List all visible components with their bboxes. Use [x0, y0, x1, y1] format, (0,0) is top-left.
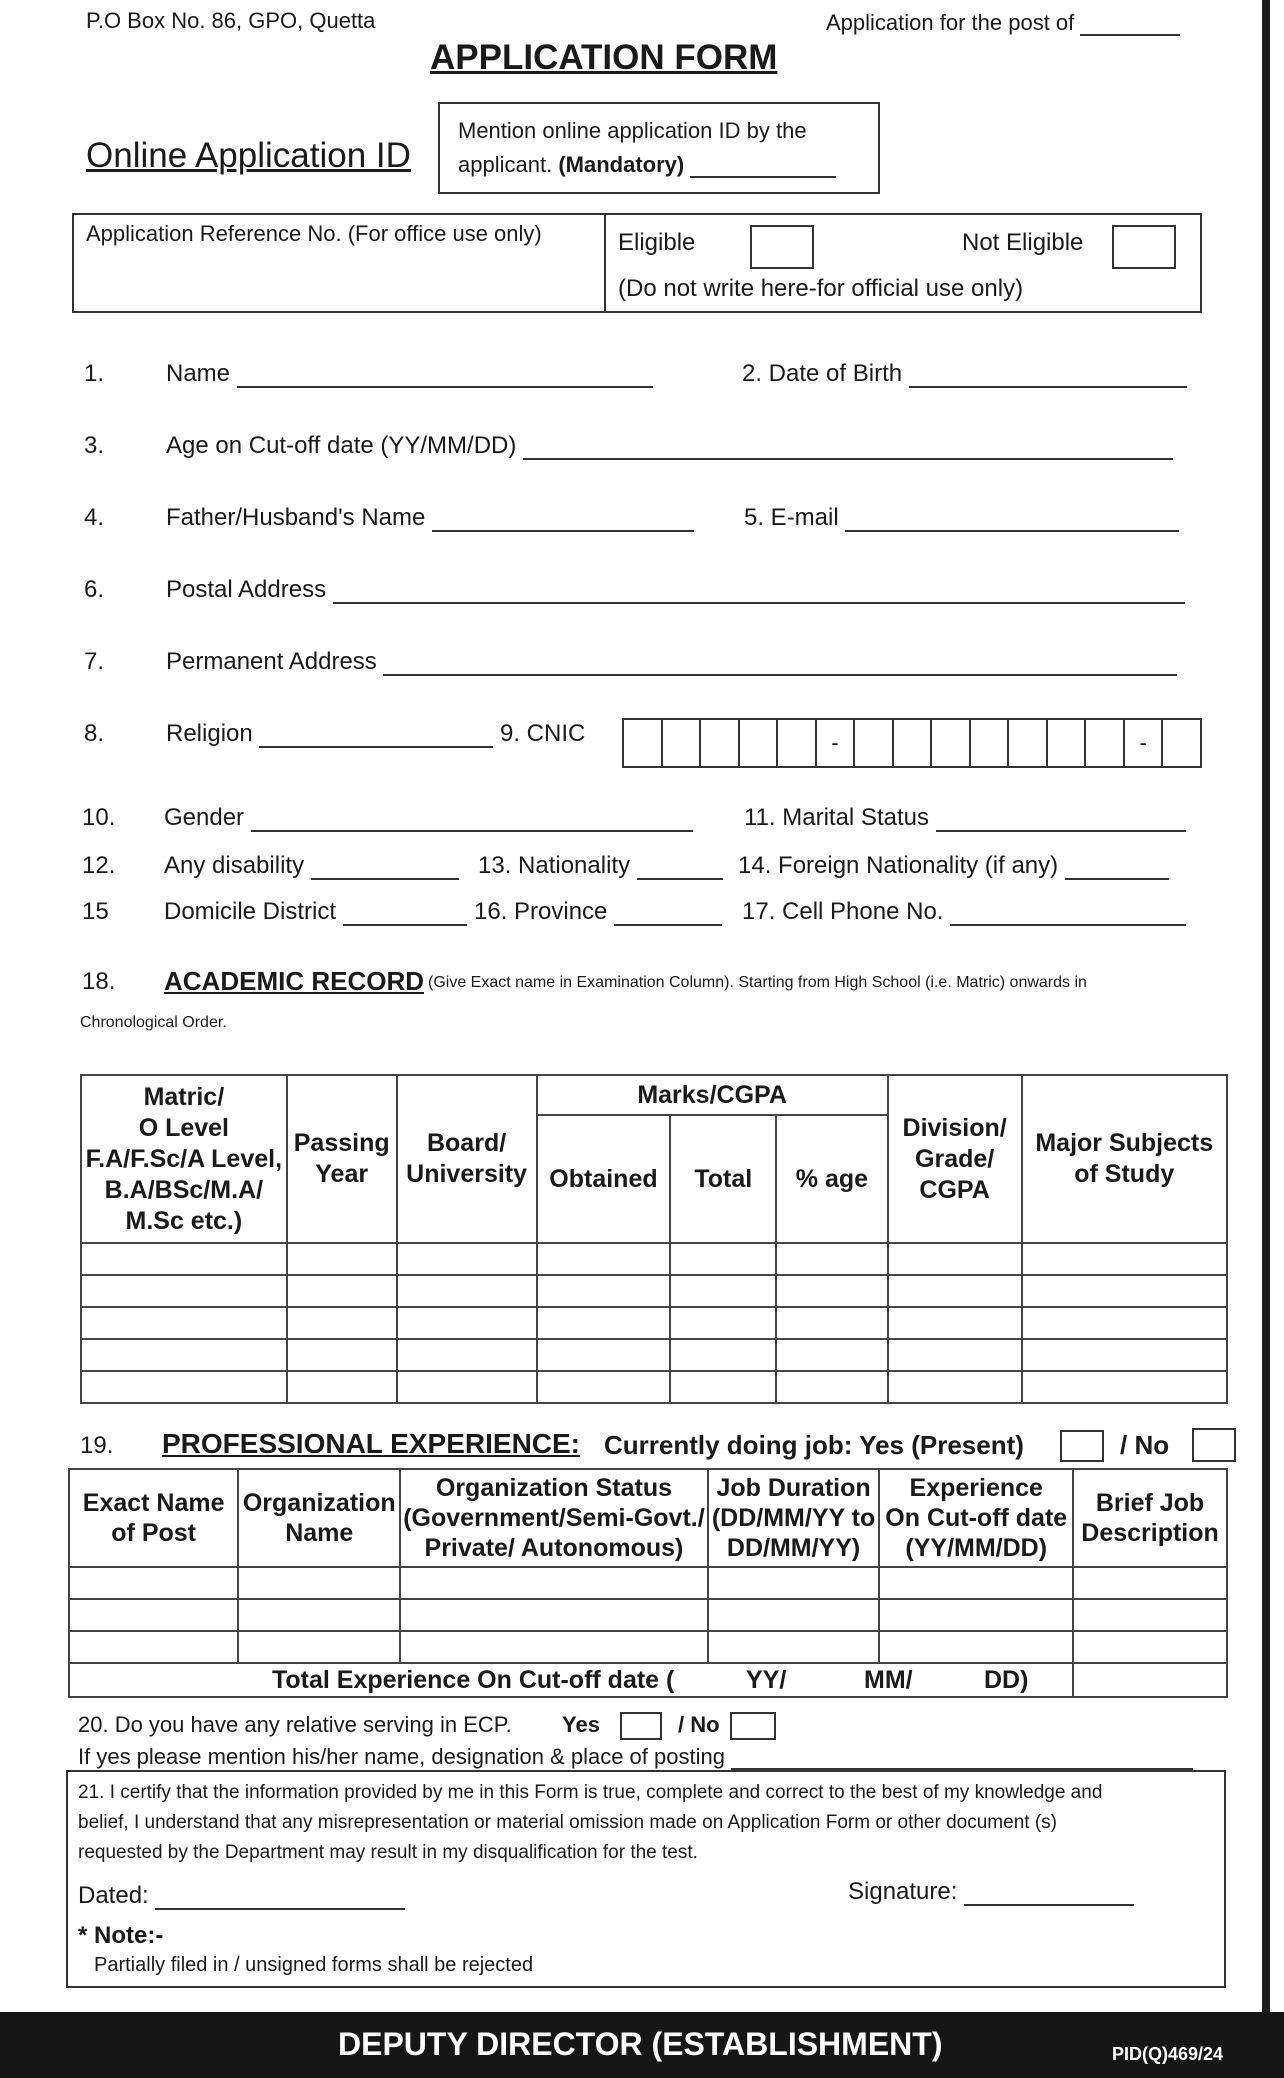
- cnic-digit-box[interactable]: [892, 720, 931, 766]
- header-org-line-1: Organization: [242, 1489, 396, 1517]
- academic-record-cell[interactable]: [81, 1339, 287, 1371]
- header-duration-line-3: DD/MM/YY): [726, 1534, 861, 1562]
- total-experience-dd: DD): [984, 1666, 1029, 1694]
- header-board-line-2: University: [406, 1160, 528, 1188]
- age-line[interactable]: [523, 458, 1173, 460]
- online-id-field[interactable]: [458, 152, 836, 178]
- province-line[interactable]: [614, 924, 722, 926]
- religion-label: Religion: [166, 720, 253, 747]
- marital-status-line[interactable]: [936, 830, 1186, 832]
- header-obtained: Obtained: [537, 1115, 671, 1243]
- permanent-address-field[interactable]: [166, 648, 1177, 676]
- header-board-line-1: Board/: [426, 1129, 507, 1157]
- experience-cell[interactable]: [1073, 1567, 1227, 1599]
- header-duration-line-2: (DD/MM/YY to: [711, 1504, 876, 1532]
- academic-record-cell[interactable]: [776, 1307, 888, 1339]
- header-year-line-1: Passing: [293, 1129, 390, 1157]
- date-of-birth-field[interactable]: [742, 360, 1187, 388]
- post-applied-field[interactable]: [826, 10, 1180, 36]
- academic-record-cell[interactable]: [1022, 1275, 1227, 1307]
- note-text: Partially filed in / unsigned forms shall be rejected: [94, 1954, 534, 1976]
- academic-record-cell[interactable]: [81, 1275, 287, 1307]
- signature-label: Signature:: [848, 1878, 958, 1905]
- academic-record-row: [81, 1275, 1227, 1307]
- email-field[interactable]: [744, 504, 1179, 532]
- field-number-6: 6.: [84, 576, 105, 603]
- permanent-address-line[interactable]: [383, 674, 1177, 676]
- header-major-line-1: Major Subjects: [1035, 1129, 1214, 1157]
- header-experience-cutoff: [879, 1469, 1073, 1567]
- religion-line[interactable]: [259, 746, 493, 748]
- relative-yes-checkbox[interactable]: [620, 1712, 662, 1740]
- cell-phone-line[interactable]: [950, 924, 1186, 926]
- academic-record-cell[interactable]: [776, 1243, 888, 1275]
- experience-cell[interactable]: [708, 1631, 880, 1663]
- office-box-divider: [604, 215, 606, 311]
- header-year-line-2: Year: [315, 1160, 369, 1188]
- experience-cell[interactable]: [69, 1599, 238, 1631]
- online-id-instruction: Mention online application ID by the: [458, 118, 807, 143]
- foreign-nationality-field[interactable]: [738, 852, 1169, 880]
- total-experience-blank-cell: [1073, 1663, 1227, 1697]
- age-field[interactable]: [166, 432, 1173, 460]
- academic-record-cell[interactable]: [537, 1243, 671, 1275]
- experience-cell[interactable]: [400, 1631, 707, 1663]
- header-marks-cgpa: Marks/CGPA: [537, 1075, 888, 1115]
- header-total: Total: [670, 1115, 776, 1243]
- dated-line[interactable]: [155, 1908, 405, 1910]
- academic-record-cell[interactable]: [537, 1371, 671, 1403]
- academic-record-cell[interactable]: [888, 1371, 1022, 1403]
- header-division-line-3: CGPA: [919, 1175, 990, 1204]
- email-label: 5. E-mail: [744, 504, 839, 531]
- field-number-1: 1.: [84, 360, 105, 387]
- name-label: Name: [166, 360, 231, 387]
- cnic-digit-box[interactable]: [853, 720, 892, 766]
- header-examination: [81, 1075, 287, 1243]
- header-post-line-1: Exact Name: [82, 1489, 225, 1517]
- declaration-line-3: requested by the Department may result in my disqualification for the test.: [78, 1842, 698, 1863]
- academic-record-cell[interactable]: [670, 1307, 776, 1339]
- cnic-dash: -: [815, 720, 854, 766]
- relative-details-field[interactable]: [78, 1744, 1193, 1770]
- academic-record-cell[interactable]: [888, 1307, 1022, 1339]
- experience-cell[interactable]: [708, 1599, 880, 1631]
- cnic-label: 9. CNIC: [500, 720, 586, 747]
- declaration-line-2: belief, I understand that any misrepresentation or material omission made on Application Form or other document (s): [78, 1812, 1057, 1833]
- total-experience-label: Total Experience On Cut-off date (: [272, 1666, 675, 1694]
- nationality-field[interactable]: [478, 852, 723, 880]
- postal-address-line[interactable]: [333, 602, 1185, 604]
- academic-record-cell[interactable]: [537, 1339, 671, 1371]
- field-number-10: 10.: [82, 804, 116, 831]
- experience-cell[interactable]: [1073, 1631, 1227, 1663]
- note-box: [66, 1914, 1226, 1988]
- domicile-district-line[interactable]: [343, 924, 467, 926]
- academic-record-row: [81, 1339, 1227, 1371]
- academic-record-cell[interactable]: [670, 1243, 776, 1275]
- header-major-line-2: of Study: [1074, 1160, 1175, 1188]
- online-application-id-label: Online Application ID: [86, 136, 411, 175]
- currently-job-no-checkbox[interactable]: [1192, 1428, 1236, 1462]
- online-id-box: [438, 102, 880, 194]
- not-eligible-label: Not Eligible: [962, 229, 1084, 256]
- field-number-19: 19.: [80, 1432, 114, 1459]
- currently-job-no-label: / No: [1120, 1430, 1170, 1460]
- academic-record-cell[interactable]: [287, 1371, 397, 1403]
- footer-title: DEPUTY DIRECTOR (ESTABLISHMENT): [338, 2026, 943, 2062]
- header-exam-line-1: Matric/: [143, 1082, 225, 1111]
- header-experience-line-3: (YY/MM/DD): [905, 1534, 1048, 1562]
- academic-record-cell[interactable]: [670, 1339, 776, 1371]
- experience-cell[interactable]: [879, 1599, 1073, 1631]
- postal-address-label: Postal Address: [166, 576, 327, 603]
- not-eligible-checkbox[interactable]: [1112, 225, 1176, 269]
- professional-experience-title: PROFESSIONAL EXPERIENCE:: [162, 1428, 581, 1459]
- currently-doing-job-label: Currently doing job: Yes (Present): [604, 1430, 1024, 1460]
- cnic-digit-box[interactable]: [1084, 720, 1123, 766]
- total-experience-row: [69, 1663, 1227, 1697]
- po-box-address: P.O Box No. 86, GPO, Quetta: [86, 8, 376, 33]
- foreign-nationality-label: 14. Foreign Nationality (if any): [738, 852, 1059, 879]
- cell-phone-label: 17. Cell Phone No.: [742, 898, 944, 925]
- academic-record-table: [80, 1074, 1228, 1404]
- academic-record-row: [81, 1243, 1227, 1275]
- date-of-birth-line[interactable]: [909, 386, 1187, 388]
- eligible-checkbox[interactable]: [750, 225, 814, 269]
- header-status-line-3: Private/ Autonomous): [424, 1534, 684, 1562]
- cnic-dash: -: [1123, 720, 1162, 766]
- experience-row: [69, 1567, 1227, 1599]
- header-organization-status: [400, 1469, 707, 1567]
- disability-field[interactable]: [164, 852, 459, 880]
- declaration-line-1: 21. I certify that the information provided by me in this Form is true, complete and correct to the best of my knowledge and: [78, 1782, 1103, 1803]
- header-exam-line-3: F.A/F.Sc/A Level,: [85, 1144, 283, 1173]
- form-title: APPLICATION FORM: [430, 38, 778, 77]
- header-post-line-2: of Post: [111, 1519, 196, 1547]
- age-label: Age on Cut-off date (YY/MM/DD): [166, 432, 517, 459]
- father-husband-name-label: Father/Husband's Name: [166, 504, 426, 531]
- cnic-digit-box[interactable]: [1046, 720, 1085, 766]
- header-org-line-2: Name: [285, 1519, 354, 1547]
- cell-phone-field[interactable]: [742, 898, 1186, 926]
- nationality-line[interactable]: [637, 878, 723, 880]
- header-exam-line-5: M.Sc etc.): [125, 1206, 243, 1235]
- mandatory-label: (Mandatory): [558, 152, 685, 177]
- experience-row: [69, 1599, 1227, 1631]
- academic-record-cell[interactable]: [287, 1243, 397, 1275]
- header-passing-year: [287, 1075, 397, 1243]
- cnic-digit-box[interactable]: [699, 720, 738, 766]
- academic-record-title: ACADEMIC RECORD: [164, 966, 424, 996]
- academic-record-cell[interactable]: [81, 1371, 287, 1403]
- nationality-label: 13. Nationality: [478, 852, 631, 879]
- cnic-boxes[interactable]: [622, 718, 1202, 768]
- academic-record-cell[interactable]: [1022, 1339, 1227, 1371]
- header-division: [888, 1075, 1022, 1243]
- header-organization-name: [238, 1469, 400, 1567]
- relative-yes-label: Yes: [562, 1712, 600, 1737]
- post-applied-label: Application for the post of: [826, 10, 1075, 35]
- header-exact-post: [69, 1469, 238, 1567]
- experience-cell[interactable]: [238, 1567, 400, 1599]
- postal-address-field[interactable]: [166, 576, 1185, 604]
- academic-record-cell[interactable]: [670, 1371, 776, 1403]
- footer-bar: [0, 2012, 1284, 2078]
- name-line[interactable]: [237, 386, 653, 388]
- field-number-8: 8.: [84, 720, 105, 747]
- disability-line[interactable]: [311, 878, 459, 880]
- declaration-box: [66, 1770, 1226, 1918]
- date-of-birth-label: 2. Date of Birth: [742, 360, 903, 387]
- cnic-digit-box[interactable]: [930, 720, 969, 766]
- academic-record-cell[interactable]: [670, 1275, 776, 1307]
- disability-label: Any disability: [164, 852, 305, 879]
- cnic-digit-box[interactable]: [1007, 720, 1046, 766]
- marital-status-field[interactable]: [744, 804, 1186, 832]
- header-brief-description: [1073, 1469, 1227, 1567]
- academic-record-cell[interactable]: [397, 1371, 537, 1403]
- post-applied-line[interactable]: [1080, 34, 1180, 36]
- academic-record-cell[interactable]: [1022, 1371, 1227, 1403]
- signature-line[interactable]: [964, 1904, 1134, 1906]
- academic-record-cell[interactable]: [776, 1275, 888, 1307]
- header-duration-line-1: Job Duration: [716, 1474, 871, 1502]
- experience-cell[interactable]: [69, 1567, 238, 1599]
- cnic-digit-box[interactable]: [738, 720, 777, 766]
- header-division-line-2: Grade/: [915, 1144, 995, 1173]
- province-label: 16. Province: [474, 898, 608, 925]
- experience-cell[interactable]: [708, 1567, 880, 1599]
- experience-cell[interactable]: [69, 1631, 238, 1663]
- marital-status-label: 11. Marital Status: [744, 804, 929, 831]
- header-major-subjects: [1022, 1075, 1227, 1243]
- experience-cell[interactable]: [879, 1567, 1073, 1599]
- header-exam-line-2: O Level: [138, 1113, 230, 1142]
- cnic-digit-box[interactable]: [661, 720, 700, 766]
- gender-label: Gender: [164, 804, 245, 831]
- header-exam-line-4: B.A/BSc/M.A/: [104, 1175, 264, 1204]
- header-experience-line-1: Experience: [909, 1474, 1043, 1502]
- cnic-digit-box[interactable]: [1161, 720, 1200, 766]
- total-experience-cell[interactable]: [69, 1663, 1073, 1697]
- academic-record-cell[interactable]: [1022, 1243, 1227, 1275]
- experience-row: [69, 1631, 1227, 1663]
- field-number-15: 15: [82, 898, 109, 925]
- field-number-3: 3.: [84, 432, 105, 459]
- academic-record-cell[interactable]: [888, 1339, 1022, 1371]
- academic-record-cell[interactable]: [537, 1307, 671, 1339]
- header-percentage: % age: [776, 1115, 888, 1243]
- total-experience-yy: YY/: [746, 1666, 787, 1694]
- application-reference-label: Application Reference No. (For office use only): [86, 221, 542, 246]
- experience-cell[interactable]: [400, 1599, 707, 1631]
- father-husband-name-field[interactable]: [166, 504, 694, 532]
- academic-record-cell[interactable]: [888, 1243, 1022, 1275]
- email-line[interactable]: [845, 530, 1179, 532]
- header-job-duration: [708, 1469, 880, 1567]
- office-use-box: [72, 213, 1202, 313]
- academic-record-cell[interactable]: [537, 1275, 671, 1307]
- online-id-instruction-2: applicant.: [458, 152, 553, 177]
- domicile-district-field[interactable]: [164, 898, 467, 926]
- header-brief-line-2: Description: [1081, 1519, 1219, 1547]
- signature-field[interactable]: [848, 1878, 1134, 1906]
- field-number-7: 7.: [84, 648, 105, 675]
- header-status-line-2: (Government/Semi-Govt./: [403, 1504, 705, 1532]
- online-id-line[interactable]: [690, 176, 836, 178]
- academic-record-cell[interactable]: [287, 1339, 397, 1371]
- academic-record-cell[interactable]: [776, 1339, 888, 1371]
- cnic-digit-box[interactable]: [969, 720, 1008, 766]
- cnic-digit-box[interactable]: [776, 720, 815, 766]
- province-field[interactable]: [474, 898, 722, 926]
- note-title: * Note:-: [78, 1922, 164, 1949]
- father-husband-name-line[interactable]: [432, 530, 694, 532]
- dated-field[interactable]: [78, 1882, 405, 1910]
- total-experience-mm: MM/: [864, 1666, 913, 1694]
- foreign-nationality-line[interactable]: [1065, 878, 1169, 880]
- academic-record-cell[interactable]: [776, 1371, 888, 1403]
- academic-record-cell[interactable]: [287, 1307, 397, 1339]
- academic-record-cell[interactable]: [888, 1275, 1022, 1307]
- experience-cell[interactable]: [238, 1599, 400, 1631]
- experience-rows: [69, 1567, 1227, 1663]
- header-experience-line-2: On Cut-off date: [885, 1504, 1068, 1532]
- relative-details-label: If yes please mention his/her name, designation & place of posting: [78, 1744, 725, 1769]
- header-brief-line-1: Brief Job: [1095, 1489, 1205, 1517]
- header-division-line-1: Division/: [902, 1113, 1007, 1142]
- permanent-address-label: Permanent Address: [166, 648, 377, 675]
- header-board-university: [397, 1075, 537, 1243]
- official-use-note: (Do not write here-for official use only): [618, 275, 1024, 302]
- cnic-digit-box[interactable]: [624, 720, 661, 766]
- academic-record-note: (Give Exact name in Examination Column). Starting from High School (i.e. Matric) onwards in: [428, 974, 1087, 991]
- field-number-12: 12.: [82, 852, 116, 879]
- experience-cell[interactable]: [400, 1567, 707, 1599]
- academic-record-cell[interactable]: [397, 1339, 537, 1371]
- field-number-18: 18.: [82, 968, 116, 995]
- experience-cell[interactable]: [879, 1631, 1073, 1663]
- academic-record-cell[interactable]: [81, 1243, 287, 1275]
- experience-cell[interactable]: [1073, 1599, 1227, 1631]
- academic-record-row: [81, 1307, 1227, 1339]
- academic-record-cell[interactable]: [397, 1307, 537, 1339]
- field-number-4: 4.: [84, 504, 105, 531]
- academic-record-cell[interactable]: [397, 1275, 537, 1307]
- academic-record-rows: [81, 1243, 1227, 1403]
- academic-record-row: [81, 1371, 1227, 1403]
- gender-field[interactable]: [164, 804, 693, 832]
- footer-pid: PID(Q)469/24: [1112, 2044, 1224, 2064]
- experience-cell[interactable]: [238, 1631, 400, 1663]
- domicile-district-label: Domicile District: [164, 898, 337, 925]
- academic-record-note-2: Chronological Order.: [80, 1014, 227, 1031]
- professional-experience-table: [68, 1468, 1228, 1698]
- eligible-label: Eligible: [618, 229, 696, 256]
- currently-job-yes-checkbox[interactable]: [1060, 1430, 1104, 1462]
- name-field[interactable]: [166, 360, 653, 388]
- header-status-line-1: Organization Status: [435, 1474, 673, 1502]
- academic-record-cell[interactable]: [1022, 1307, 1227, 1339]
- relative-question: 20. Do you have any relative serving in ECP.: [78, 1712, 512, 1737]
- relative-no-label: / No: [678, 1712, 720, 1737]
- academic-record-cell[interactable]: [81, 1307, 287, 1339]
- academic-record-cell[interactable]: [397, 1243, 537, 1275]
- gender-line[interactable]: [251, 830, 693, 832]
- academic-record-cell[interactable]: [287, 1275, 397, 1307]
- dated-label: Dated:: [78, 1882, 149, 1909]
- relative-no-checkbox[interactable]: [730, 1712, 776, 1740]
- religion-field[interactable]: [166, 720, 493, 748]
